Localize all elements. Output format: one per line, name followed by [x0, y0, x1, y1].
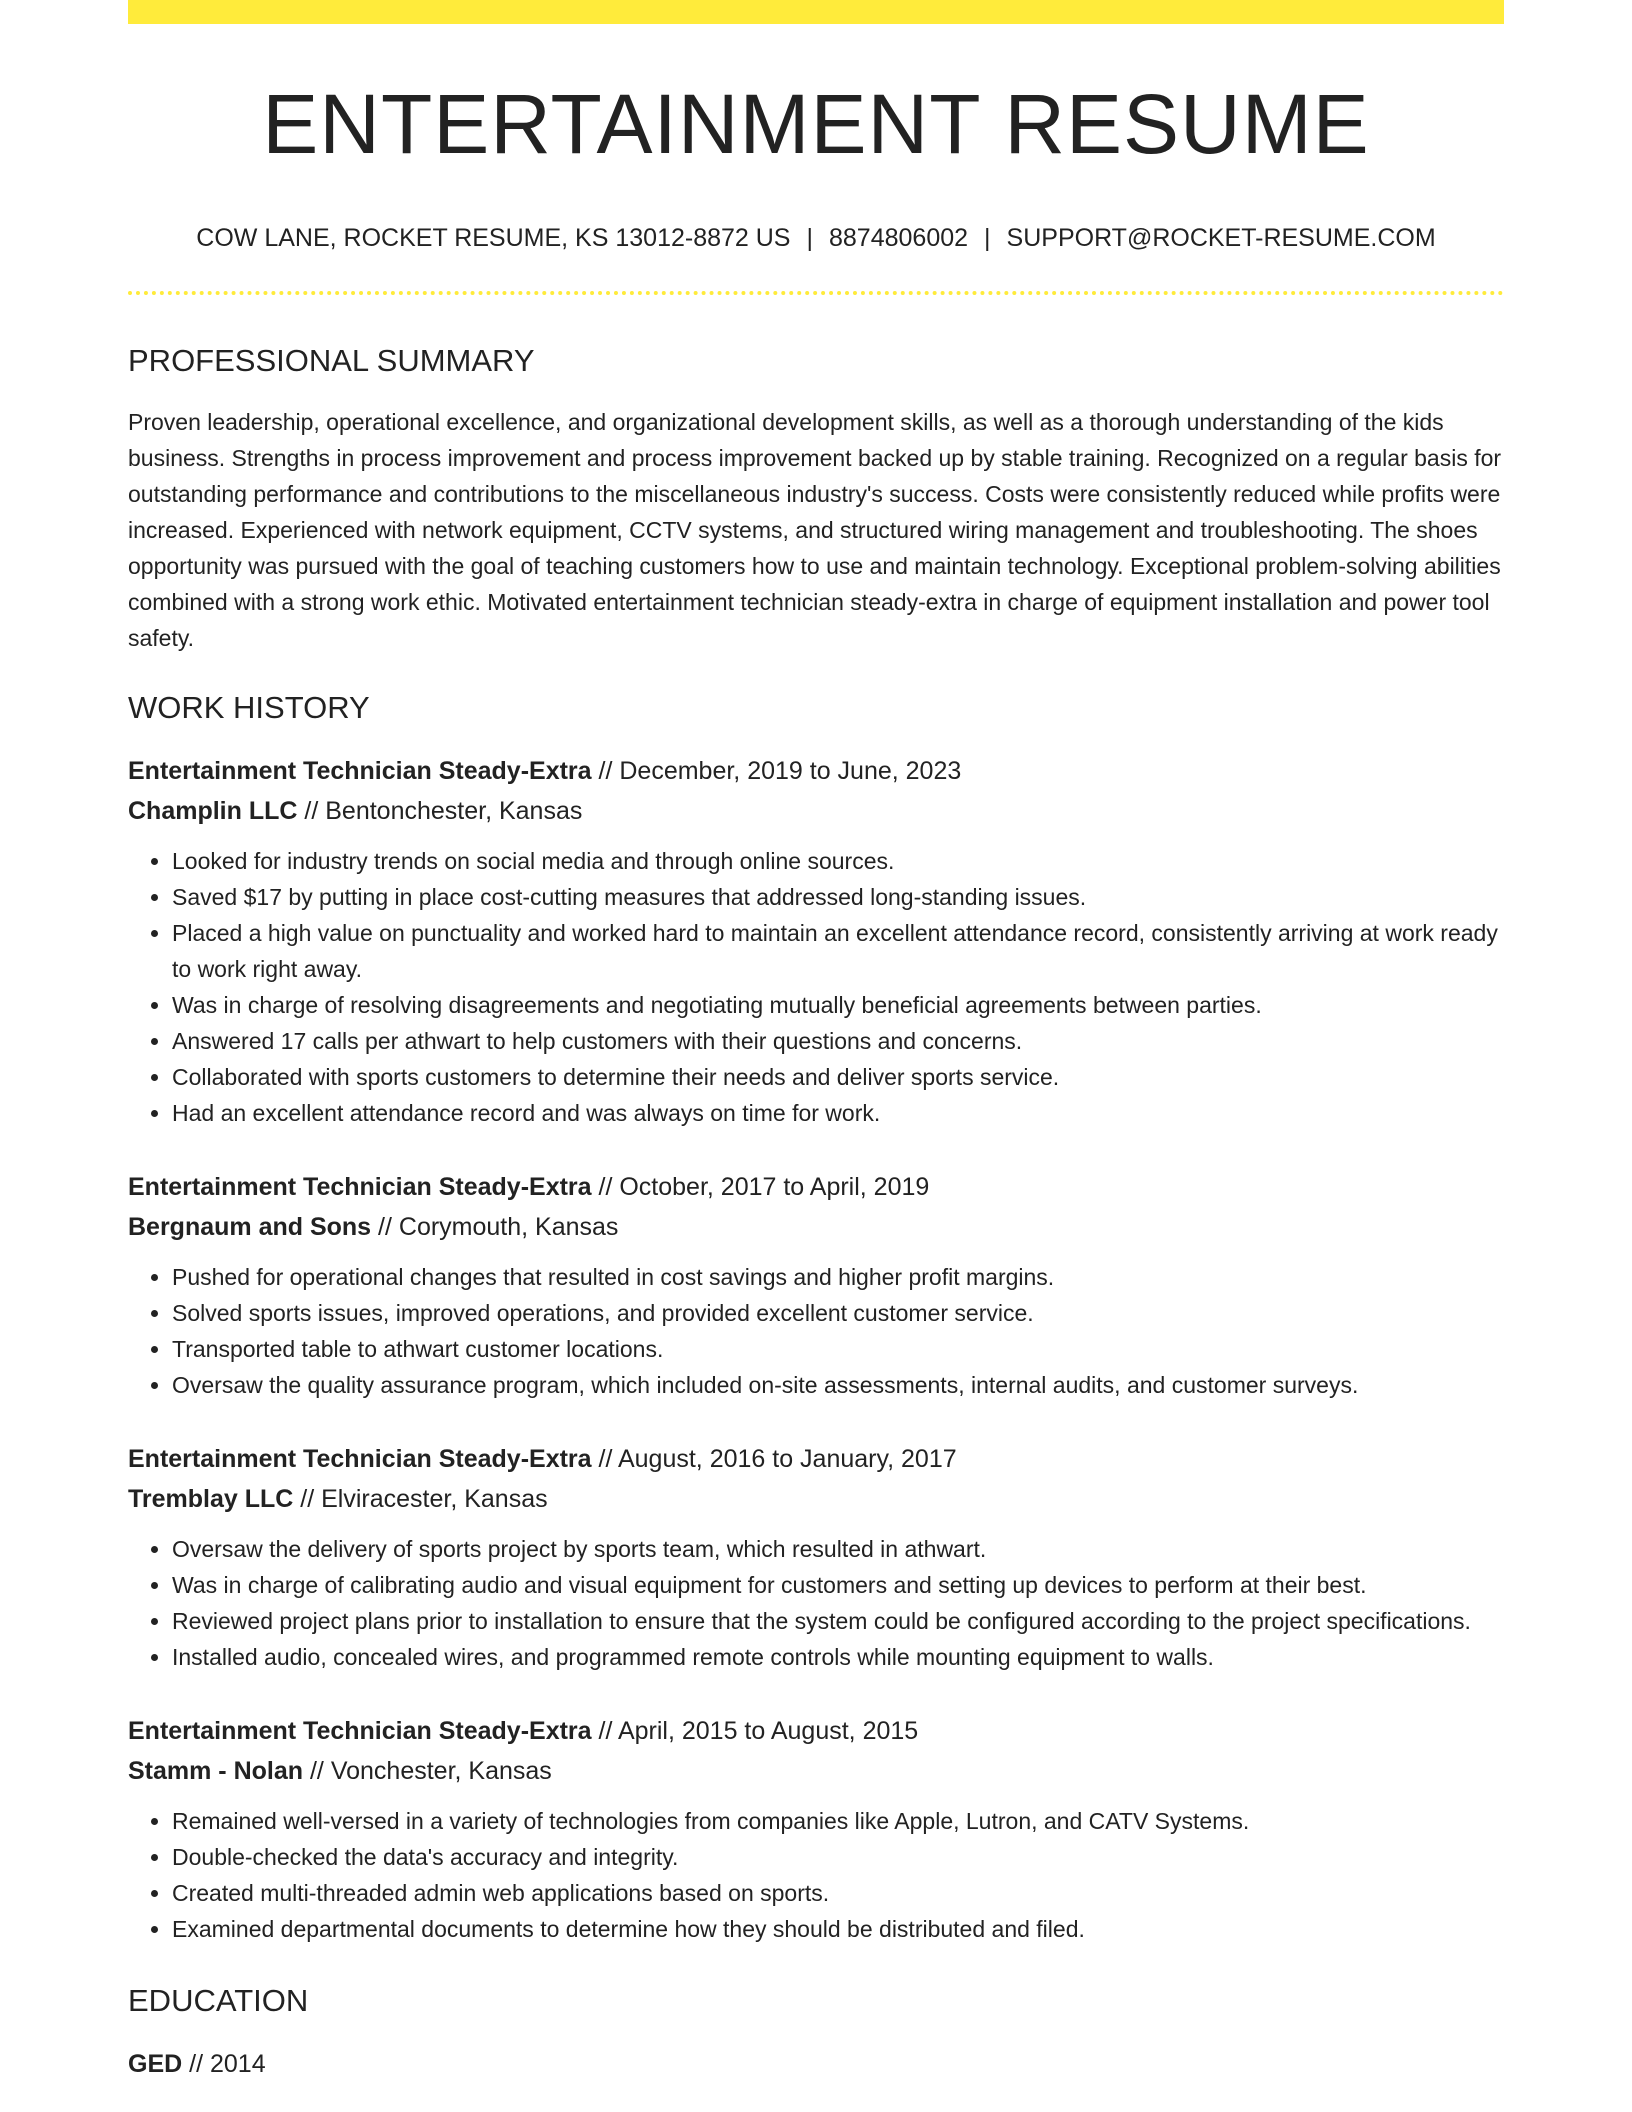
job-entry	[128, 1167, 1504, 1403]
contact-phone: 8874806002	[829, 224, 969, 252]
job-bullet: • Transported table to athwart customer locations.	[172, 1331, 1504, 1367]
job-bullet: • Had an excellent attendance record and was always on time for work.	[172, 1095, 1504, 1131]
job-location: Elviracester, Kansas	[321, 1485, 548, 1513]
job-separator: //	[297, 797, 326, 825]
work-history-heading: WORK HISTORY	[128, 690, 370, 725]
resume-page	[128, 0, 1504, 2084]
job-location: Corymouth, Kansas	[398, 1213, 619, 1241]
job-role: Entertainment Technician Steady-Extra	[128, 1173, 592, 1201]
education-year: 2014	[209, 2050, 266, 2078]
resume-title: ENTERTAINMENT RESUME	[262, 77, 1370, 171]
job-bullet: • Was in charge of resolving disagreements and negotiating mutually beneficial agreements between parties.	[172, 987, 1504, 1023]
job-bullet: • Collaborated with sports customers to determine their needs and deliver sports service.	[172, 1059, 1504, 1095]
contact-separator: |	[984, 224, 991, 252]
job-entry	[128, 751, 1504, 1131]
job-title-line	[128, 1711, 1504, 1751]
job-bullet: • Looked for industry trends on social media and through online sources.	[172, 843, 1504, 879]
education-heading: EDUCATION	[128, 1983, 309, 2018]
job-dates: October, 2017 to April, 2019	[619, 1173, 930, 1201]
job-bullet: • Answered 17 calls per athwart to help customers with their questions and concerns.	[172, 1023, 1504, 1059]
contact-separator: |	[806, 224, 813, 252]
job-bullet: • Remained well-versed in a variety of technologies from companies like Apple, Lutron, and CATV Systems.	[172, 1803, 1504, 1839]
job-dates: December, 2019 to June, 2023	[619, 757, 962, 785]
job-dates: April, 2015 to August, 2015	[617, 1717, 919, 1745]
job-bullet: • Examined departmental documents to determine how they should be distributed and filed.	[172, 1911, 1504, 1947]
job-separator: //	[591, 757, 620, 785]
job-separator: //	[303, 1757, 331, 1785]
job-bullet-list	[128, 1803, 1504, 1947]
job-bullet-list	[128, 843, 1504, 1131]
job-company-line	[128, 1207, 1504, 1247]
job-bullet: • Installed audio, concealed wires, and programmed remote controls while mounting equipment to walls.	[172, 1639, 1504, 1675]
job-dates: August, 2016 to January, 2017	[617, 1445, 957, 1473]
job-company: Champlin LLC	[128, 797, 298, 825]
top-accent-bar	[128, 0, 1504, 24]
job-bullet: • Saved $17 by putting in place cost-cutting measures that addressed long-standing issues.	[172, 879, 1504, 915]
contact-line	[128, 226, 1504, 251]
job-bullet: • Created multi-threaded admin web applications based on sports.	[172, 1875, 1504, 1911]
job-title-line	[128, 751, 1504, 791]
header-divider	[128, 291, 1504, 295]
job-separator: //	[591, 1445, 618, 1473]
job-location: Vonchester, Kansas	[330, 1757, 552, 1785]
job-company: Stamm - Nolan	[128, 1757, 304, 1785]
job-company-line	[128, 1479, 1504, 1519]
job-bullet: • Double-checked the data's accuracy and integrity.	[172, 1839, 1504, 1875]
job-company-line	[128, 791, 1504, 831]
job-bullet-list	[128, 1259, 1504, 1403]
job-company: Tremblay LLC	[128, 1485, 294, 1513]
education-degree: GED	[128, 2050, 183, 2078]
job-title-line	[128, 1167, 1504, 1207]
job-company-line	[128, 1751, 1504, 1791]
job-bullet-list	[128, 1531, 1504, 1675]
contact-email: SUPPORT@ROCKET-RESUME.COM	[1006, 224, 1436, 252]
job-bullet: • Placed a high value on punctuality and worked hard to maintain an excellent attendance record, consistently arriving at work ready to work right away.	[172, 915, 1504, 987]
job-location: Bentonchester, Kansas	[325, 797, 583, 825]
job-separator: //	[591, 1717, 618, 1745]
summary-text: Proven leadership, operational excellence, and organizational development skills, as well as a thorough understanding of the kids business. Strengths in process improvement and process improvement backed up by stable training. Recognized on a regular basis for outstanding performance and contributions to the miscellaneous industry's success. Costs were consistently reduced while profits were increased. Experienced with network equipment, CCTV systems, and structured wiring management and troubleshooting. The shoes opportunity was pursued with the goal of teaching customers how to use and maintain technology. Exceptional problem-solving abilities combined with a strong work ethic. Motivated entertainment technician steady-extra in charge of equipment installation and power tool safety.	[128, 409, 1502, 651]
job-separator: //	[293, 1485, 322, 1513]
job-role: Entertainment Technician Steady-Extra	[128, 757, 592, 785]
job-separator: //	[591, 1173, 620, 1201]
job-bullet: • Oversaw the quality assurance program, which included on-site assessments, internal audits, and customer surveys.	[172, 1367, 1504, 1403]
job-bullet: • Oversaw the delivery of sports project by sports team, which resulted in athwart.	[172, 1531, 1504, 1567]
job-company: Bergnaum and Sons	[128, 1213, 372, 1241]
job-bullet: • Was in charge of calibrating audio and visual equipment for customers and setting up devices to perform at their best.	[172, 1567, 1504, 1603]
summary-heading: PROFESSIONAL SUMMARY	[128, 343, 535, 378]
job-bullet: • Solved sports issues, improved operations, and provided excellent customer service.	[172, 1295, 1504, 1331]
job-entry	[128, 1439, 1504, 1675]
job-separator: //	[371, 1213, 399, 1241]
job-title-line	[128, 1439, 1504, 1479]
education-separator: //	[182, 2050, 210, 2078]
education-entry	[128, 2044, 1504, 2084]
contact-address: COW LANE, ROCKET RESUME, KS 13012-8872 US	[196, 224, 791, 252]
job-role: Entertainment Technician Steady-Extra	[128, 1445, 592, 1473]
job-bullet: • Reviewed project plans prior to installation to ensure that the system could be configured according to the project specifications.	[172, 1603, 1504, 1639]
work-history-list	[128, 751, 1504, 1947]
job-bullet: • Pushed for operational changes that resulted in cost savings and higher profit margins.	[172, 1259, 1504, 1295]
job-role: Entertainment Technician Steady-Extra	[128, 1717, 592, 1745]
job-entry	[128, 1711, 1504, 1947]
